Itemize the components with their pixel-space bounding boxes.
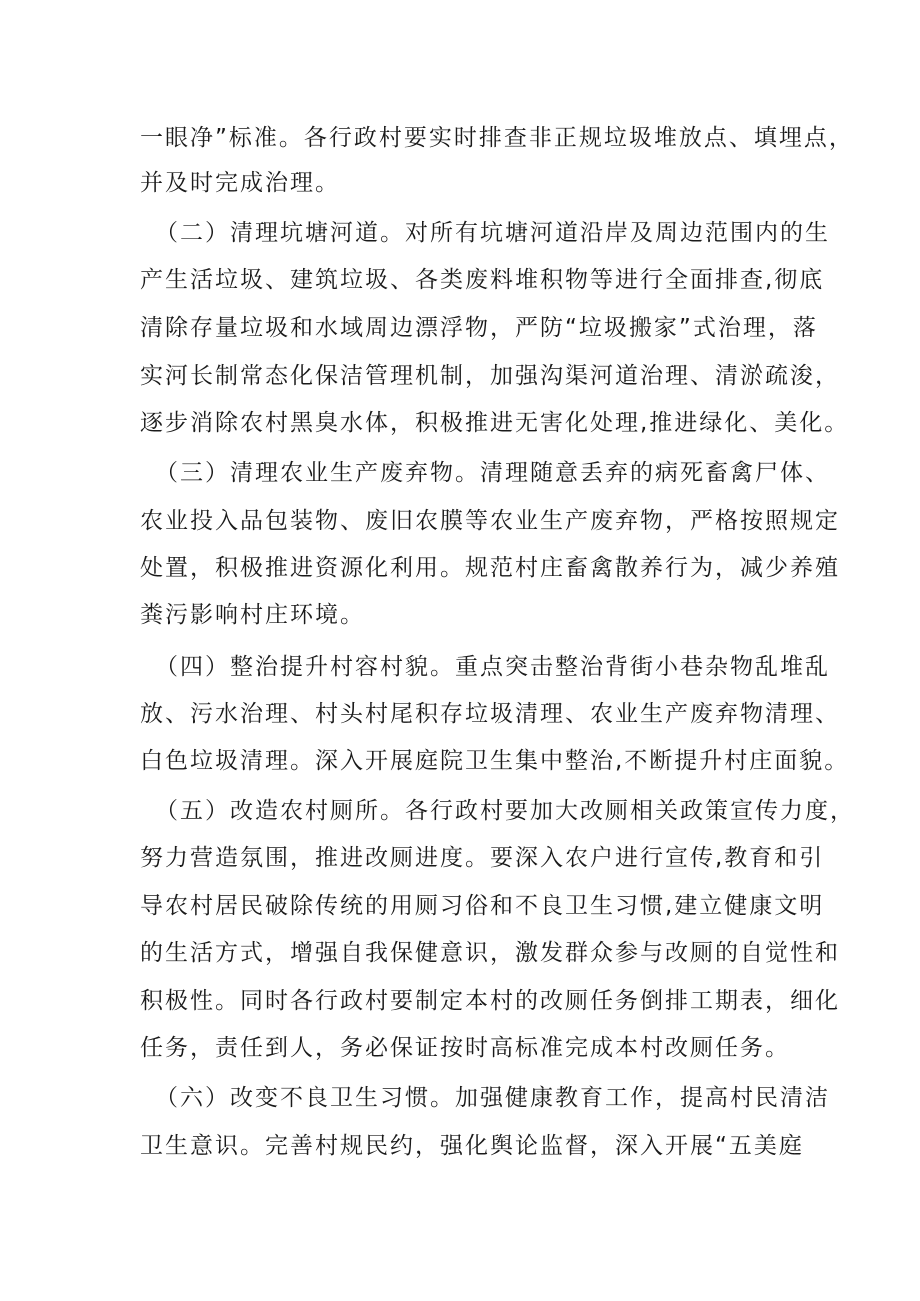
text-line-16: 努力营造氛围，推进改厕进度。要深入农户进行宣传,教育和引 bbox=[140, 845, 825, 871]
text-line-18: 的生活方式，增强自我保健意识，激发群众参与改厕的自觉性和 bbox=[140, 940, 840, 966]
text-line-12: （四）整治提升村容村貌。重点突击整治背街小巷杂物乱堆乱 bbox=[155, 654, 830, 680]
text-line-20: 任务，责任到人，务必保证按时高标准完成本村改厕任务。 bbox=[140, 1035, 790, 1061]
text-line-2: 并及时完成治理。 bbox=[140, 170, 340, 196]
text-line-5: 清除存量垃圾和水域周边漂浮物，严防“垃圾搬家”式治理，落 bbox=[140, 315, 818, 341]
text-line-3: （二）清理坑塘河道。对所有坑塘河道沿岸及周边范围内的生 bbox=[155, 220, 830, 246]
text-line-15: （五）改造农村厕所。各行政村要加大改厕相关政策宣传力度， bbox=[155, 798, 855, 824]
text-line-4: 产生活垃圾、建筑垃圾、各类废料堆积物等进行全面排查,彻底 bbox=[140, 267, 825, 293]
text-line-6: 实河长制常态化保洁管理机制，加强沟渠河道治理、清淤疏浚， bbox=[140, 363, 840, 389]
text-line-9: 农业投入品包装物、废旧农膜等农业生产废弃物，严格按照规定 bbox=[140, 508, 840, 534]
text-line-8: （三）清理农业生产废弃物。清理随意丢弃的病死畜禽尸体、 bbox=[155, 460, 830, 486]
text-line-13: 放、污水治理、村头村尾积存垃圾清理、农业生产废弃物清理、 bbox=[140, 701, 840, 727]
text-line-17: 导农村居民破除传统的用厕习俗和不良卫生习惯,建立健康文明 bbox=[140, 893, 825, 919]
text-line-22: 卫生意识。完善村规民约，强化舆论监督，深入开展“五美庭 bbox=[140, 1133, 804, 1159]
text-line-19: 积极性。同时各行政村要制定本村的改厕任务倒排工期表，细化 bbox=[140, 988, 840, 1014]
text-line-14: 白色垃圾清理。深入开展庭院卫生集中整治,不断提升村庄面貌。 bbox=[140, 748, 850, 774]
text-line-21: （六）改变不良卫生习惯。加强健康教育工作，提高村民清洁 bbox=[155, 1085, 830, 1111]
text-line-1: 一眼净”标准。各行政村要实时排查非正规垃圾堆放点、填埋点， bbox=[140, 125, 854, 151]
text-line-11: 粪污影响村庄环境。 bbox=[140, 602, 365, 628]
text-line-10: 处置，积极推进资源化利用。规范村庄畜禽散养行为，减少养殖 bbox=[140, 555, 840, 581]
text-line-7: 逐步消除农村黑臭水体，积极推进无害化处理,推进绿化、美化。 bbox=[140, 410, 850, 436]
